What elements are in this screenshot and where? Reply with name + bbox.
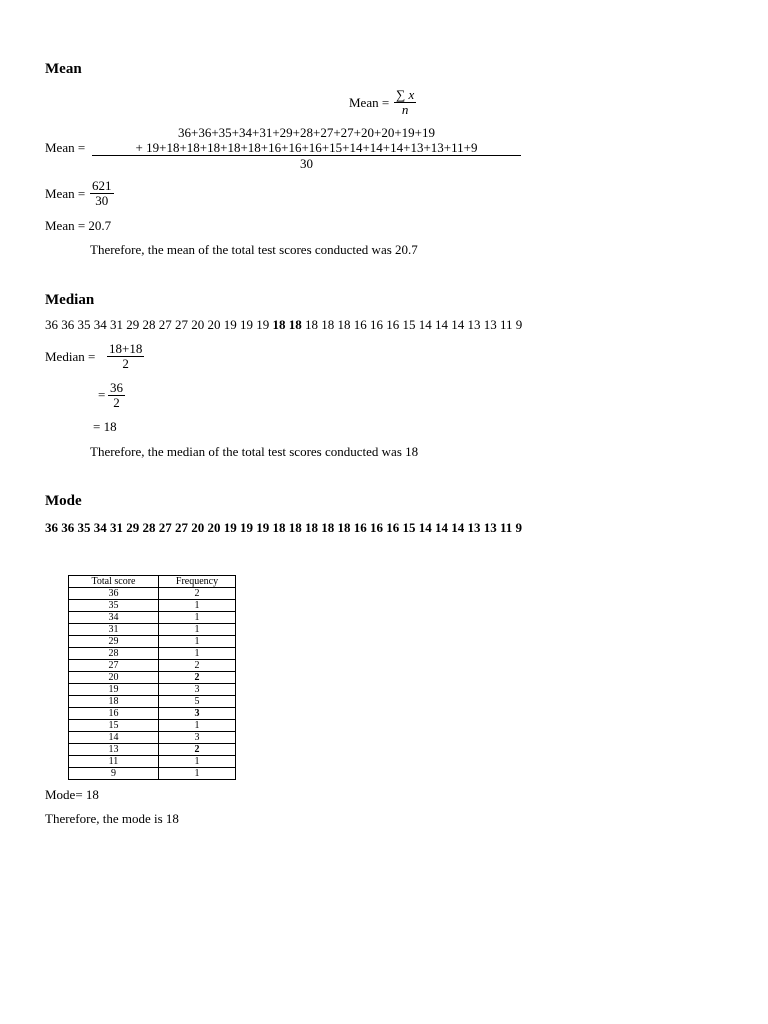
mean-sum-line-2: + 19+18+18+18+18+18+16+16+16+15+14+14+14+13+13+11+9 xyxy=(92,140,521,156)
cell-frequency: 3 xyxy=(159,684,236,696)
cell-total-score: 19 xyxy=(69,684,159,696)
cell-frequency: 1 xyxy=(159,756,236,768)
median-step2-denominator: 2 xyxy=(113,395,120,410)
table-row xyxy=(69,768,236,780)
cell-total-score: 14 xyxy=(69,732,159,744)
cell-total-score: 13 xyxy=(69,744,159,756)
table-row xyxy=(69,660,236,672)
mode-heading: Mode xyxy=(45,493,82,509)
table-row xyxy=(69,720,236,732)
mean-formula-fraction xyxy=(394,88,416,117)
table-row xyxy=(69,744,236,756)
cell-frequency: 2 xyxy=(159,588,236,600)
cell-frequency: 1 xyxy=(159,636,236,648)
mean-total-fraction xyxy=(90,179,114,208)
mode-result: Mode= 18 xyxy=(45,787,99,802)
table-row xyxy=(69,756,236,768)
cell-total-score: 36 xyxy=(69,588,159,600)
cell-frequency: 2 xyxy=(159,672,236,684)
mean-result: Mean = 20.7 xyxy=(45,218,112,233)
header-frequency: Frequency xyxy=(159,576,236,588)
median-step3: = 18 xyxy=(93,419,117,434)
median-step1-fraction xyxy=(107,342,144,371)
table-row xyxy=(69,648,236,660)
cell-total-score: 27 xyxy=(69,660,159,672)
cell-total-score: 29 xyxy=(69,636,159,648)
cell-total-score: 18 xyxy=(69,696,159,708)
cell-total-score: 20 xyxy=(69,672,159,684)
median-sequence-before: 36 36 35 34 31 29 28 27 27 20 20 19 19 19 xyxy=(45,317,270,332)
cell-total-score: 35 xyxy=(69,600,159,612)
table-row xyxy=(69,672,236,684)
median-step2-numerator: 36 xyxy=(110,380,123,395)
cell-total-score: 31 xyxy=(69,624,159,636)
median-sequence-middle: 18 18 xyxy=(272,317,302,332)
median-conclusion: Therefore, the median of the total test scores conducted was 18 xyxy=(90,444,419,459)
frequency-table xyxy=(68,575,236,780)
median-heading: Median xyxy=(45,292,95,308)
mean-conclusion: Therefore, the mean of the total test scores conducted was 20.7 xyxy=(90,242,418,257)
median-label: Median = xyxy=(45,349,96,364)
mean-heading: Mean xyxy=(45,61,82,77)
cell-frequency: 1 xyxy=(159,720,236,732)
median-step1-numerator: 18+18 xyxy=(109,341,143,356)
table-row xyxy=(69,732,236,744)
cell-total-score: 34 xyxy=(69,612,159,624)
median-step1-denominator: 2 xyxy=(122,356,129,371)
table-row xyxy=(69,636,236,648)
cell-total-score: 11 xyxy=(69,756,159,768)
cell-frequency: 2 xyxy=(159,660,236,672)
table-row xyxy=(69,624,236,636)
cell-frequency: 1 xyxy=(159,624,236,636)
frequency-table-body xyxy=(69,588,236,780)
mode-conclusion: Therefore, the mode is 18 xyxy=(45,811,179,826)
cell-frequency: 3 xyxy=(159,708,236,720)
cell-total-score: 15 xyxy=(69,720,159,732)
table-row xyxy=(69,696,236,708)
table-row xyxy=(69,612,236,624)
median-step2-eq: = xyxy=(98,387,106,402)
table-row xyxy=(69,600,236,612)
frequency-table-header xyxy=(69,576,236,588)
mean-sum-fraction xyxy=(92,125,521,171)
mean-sum-label: Mean = xyxy=(45,140,86,155)
mean-total-denominator: 30 xyxy=(95,193,109,208)
cell-frequency: 1 xyxy=(159,648,236,660)
cell-frequency: 1 xyxy=(159,600,236,612)
mode-sequence: 36 36 35 34 31 29 28 27 27 20 20 19 19 19 18 18 18 18 18 16 16 16 15 14 14 14 13 13 11 9 xyxy=(45,520,523,535)
cell-frequency: 1 xyxy=(159,612,236,624)
median-sequence xyxy=(45,317,522,333)
mean-sum-line-1: 36+36+35+34+31+29+28+27+27+20+20+19+19 xyxy=(178,125,435,140)
median-step2-fraction xyxy=(108,381,125,410)
cell-frequency: 2 xyxy=(159,744,236,756)
mean-sum-denominator: 30 xyxy=(300,156,313,171)
table-row xyxy=(69,684,236,696)
mean-formula-denominator: n xyxy=(401,102,409,117)
median-sequence-after: 18 18 18 16 16 16 15 14 14 14 13 13 11 9 xyxy=(305,317,523,332)
cell-total-score: 28 xyxy=(69,648,159,660)
mean-formula-label: Mean = xyxy=(349,95,390,110)
header-total-score: Total score xyxy=(69,576,159,588)
cell-frequency: 3 xyxy=(159,732,236,744)
cell-frequency: 5 xyxy=(159,696,236,708)
cell-total-score: 16 xyxy=(69,708,159,720)
cell-total-score: 9 xyxy=(69,768,159,780)
mean-formula-numerator: ∑ x xyxy=(396,87,415,102)
mean-total-label: Mean = xyxy=(45,186,86,201)
mean-total-numerator: 621 xyxy=(92,178,112,193)
cell-frequency: 1 xyxy=(159,768,236,780)
table-row xyxy=(69,588,236,600)
table-row xyxy=(69,708,236,720)
